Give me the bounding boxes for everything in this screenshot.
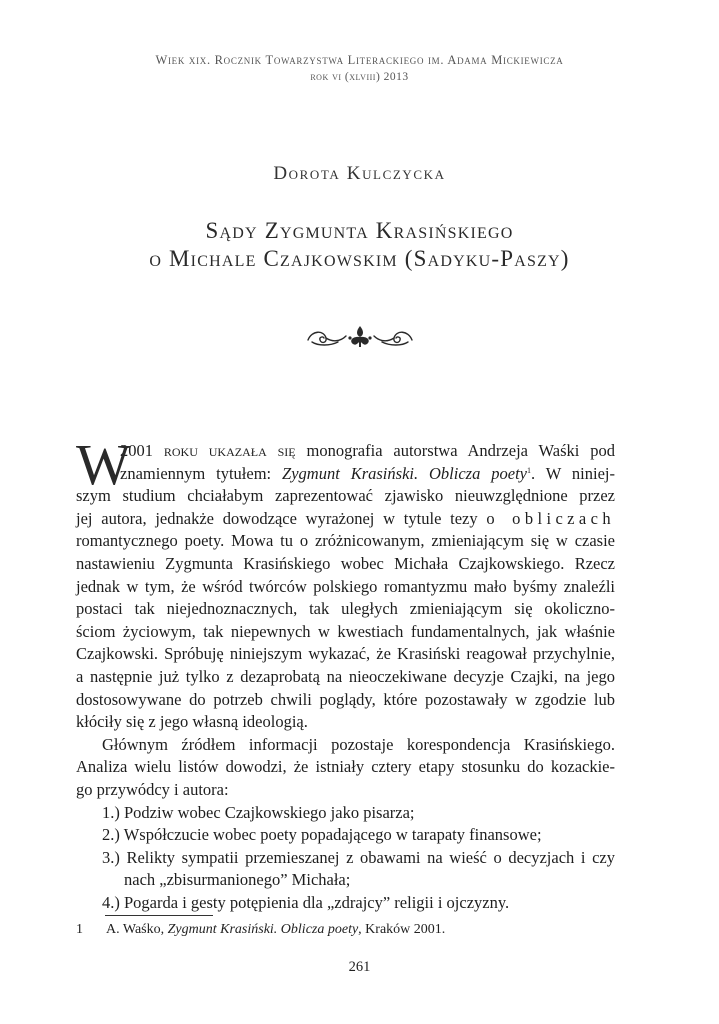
title-line-1: Sądy Zygmunta Krasińskiego xyxy=(205,218,514,243)
footnote-rule xyxy=(105,915,213,916)
book-title-italic: Zygmunt Krasiński. Oblicza poety xyxy=(282,463,527,483)
article-title xyxy=(0,217,719,273)
body-line-9: ściom życiowym, tak niepewnych w kwestiach fundamentalnych, jak właśnie xyxy=(76,621,615,641)
spaced-emphasis: o obliczach xyxy=(486,508,615,528)
p2-line-3: go przywódcy i autora: xyxy=(76,779,229,799)
body-line-6: nastawieniu Zygmunta Krasińskiego wobec Michała Czajkowskiego. Rzecz xyxy=(76,553,615,573)
body-line-10: Czajkowski. Spróbuję niniejszym wykazać, że Krasiński reagował przychylnie, xyxy=(76,644,615,664)
list-item: 3.) Relikty sympatii przemieszanej z obawami na wieść o decyzjach i czy xyxy=(102,847,615,867)
drop-cap: W xyxy=(76,432,131,497)
p2-line-1: Głównym źródłem informacji pozostaje korespondencja Krasińskiego. xyxy=(102,734,615,754)
body-line-1: 2001 roku ukazała się monografia autorstwa Andrzeja Waśki pod xyxy=(120,441,615,460)
list-item: 4.) Pogarda i gesty potępienia dla „zdrajcy” religii i ojczyzny. xyxy=(102,892,510,912)
footnote: 1 A. Waśko, Zygmunt Krasiński. Oblicza poety, Kraków 2001. xyxy=(76,922,446,937)
body-line-4: jej autora, jednakże dowodzące wyrażonej w tytule tezy o obliczach xyxy=(76,508,615,528)
article-body xyxy=(76,432,615,914)
footnote-ref: 1 xyxy=(526,465,531,475)
opening-smallcaps: 2001 roku ukazała się xyxy=(120,441,296,460)
body-line-12: dostosowywane do potrzeb chwili poglądy, które pozostawały w zgodzie lub xyxy=(76,689,615,709)
list-item-continuation: nach „zbisurmanionego” Michała; xyxy=(124,870,351,890)
p2-line-2: Analiza wielu listów dowodzi, że istniały cztery etapy stosunku do kozackie- xyxy=(76,757,615,777)
fleuron-ornament-icon xyxy=(300,322,420,350)
journal-volume: rok vi (xlviii) 2013 xyxy=(310,71,409,83)
body-line-13: kłóciły się z jego własną ideologią. xyxy=(76,712,308,732)
footnote-book-title: Zygmunt Krasiński. Oblicza poety xyxy=(167,922,359,937)
journal-title: Wiek xix. Rocznik Towarzystwa Literackiego im. Adama Mickiewicza xyxy=(155,53,564,67)
body-line-7: jednak w tym, że wśród twórców polskiego romantyzmu mało byśmy znaleźli xyxy=(76,576,615,596)
article-author: Dorota Kulczycka xyxy=(273,163,446,184)
page-number: 261 xyxy=(348,959,371,975)
body-line-3: szym studium chciałabym zaprezentować zjawisko nieuwzględnione przez xyxy=(76,486,615,506)
body-line-2: znamiennym tytułem: Zygmunt Krasiński. Oblicza poety$^1$. W niniej- xyxy=(120,463,615,483)
body-line-8: postaci tak niejednoznacznych, tak uległych zmieniającym się okoliczno- xyxy=(76,599,615,619)
title-line-2: o Michale Czajkowskim (Sadyku-Paszy) xyxy=(149,246,570,271)
body-line-5: romantycznego poety. Mowa tu o zróżnicowanym, zmieniającym się w czasie xyxy=(76,531,615,551)
footnote-number: 1 xyxy=(76,922,83,937)
body-line-11: a następnie już tylko z dezaprobatą na nieoczekiwane decyzje Czajki, na jego xyxy=(76,666,615,686)
list-item: 2.) Współczucie wobec poety popadającego w tarapaty finansowe; xyxy=(102,825,542,845)
list-item: 1.) Podziw wobec Czajkowskiego jako pisarza; xyxy=(102,802,415,822)
running-head xyxy=(0,52,719,86)
